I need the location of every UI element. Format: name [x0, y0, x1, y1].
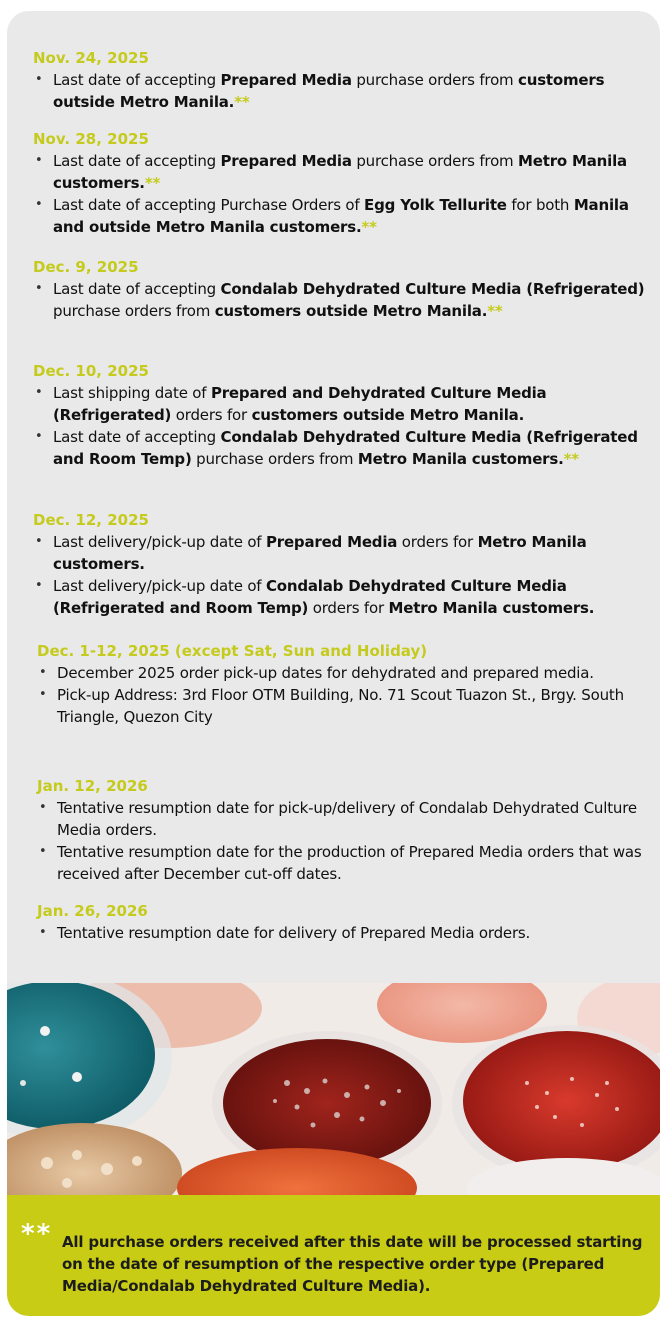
item-text: Last date of accepting Purchase Orders of: [53, 196, 365, 214]
item-emphasis: Condalab Dehydrated Culture Media (Refrigerated and Room Temp): [53, 577, 567, 617]
footer-note-box: [7, 1195, 660, 1316]
item-text: purchase orders from: [53, 302, 215, 320]
item-text: Last delivery/pick-up date of: [53, 533, 266, 551]
bullet-icon: •: [35, 578, 43, 593]
item-emphasis: Metro Manila customers.: [357, 450, 564, 468]
bullet-icon: •: [35, 385, 43, 400]
asterisk-marker: **: [361, 218, 377, 236]
section-date: Jan. 12, 2026: [37, 777, 148, 795]
schedule-item: [37, 922, 657, 944]
schedule-item: [33, 382, 653, 426]
schedule-item: [37, 841, 657, 885]
item-text: purchase orders from: [351, 71, 519, 89]
item-text: December 2025 order pick-up dates for dehydrated and prepared media.: [57, 664, 594, 682]
section-date: Dec. 1-12, 2025 (except Sat, Sun and Holiday): [37, 642, 428, 660]
item-text: Last shipping date of: [53, 384, 211, 402]
schedule-item: [37, 662, 657, 684]
schedule-section: [33, 257, 653, 322]
schedule-section: [37, 776, 657, 885]
petri-dishes-photo: [7, 983, 660, 1195]
bullet-icon: •: [35, 429, 43, 444]
section-date: Dec. 10, 2025: [33, 362, 149, 380]
item-text: Tentative resumption date for pick-up/delivery of Condalab Dehydrated Culture Media orders.: [57, 799, 637, 839]
schedule-item: [37, 684, 657, 728]
item-text: purchase orders from: [191, 450, 358, 468]
item-emphasis: Metro Manila customers.: [388, 599, 595, 617]
footer-note: All purchase orders received after this date will be processed starting on the date of resumption of the respective order type (Prepared Media/Condalab Dehydrated Culture Media).: [62, 1233, 643, 1295]
item-text: Last date of accepting: [53, 71, 221, 89]
schedule-list: [7, 11, 660, 983]
section-items: [33, 382, 653, 470]
asterisk-icon: **: [21, 1219, 53, 1249]
item-text: orders for: [397, 533, 478, 551]
schedule-section: [33, 129, 653, 238]
item-emphasis: Prepared Media: [220, 152, 352, 170]
bullet-icon: •: [35, 197, 43, 212]
schedule-item: [33, 278, 653, 322]
section-items: [33, 531, 653, 619]
schedule-item: [33, 150, 653, 194]
item-emphasis: Prepared Media: [220, 71, 352, 89]
asterisk-marker: **: [234, 93, 250, 111]
item-emphasis: customers outside Metro Manila.: [251, 406, 525, 424]
item-text: Last date of accepting: [53, 280, 221, 298]
item-text: orders for: [308, 599, 389, 617]
asterisk-marker: **: [563, 450, 579, 468]
section-date: Nov. 24, 2025: [33, 49, 149, 67]
item-text: Last delivery/pick-up date of: [53, 577, 266, 595]
bullet-icon: •: [39, 687, 47, 702]
petri-dishes-illustration: [7, 983, 660, 1195]
item-text: Last date of accepting: [53, 152, 221, 170]
asterisk-marker: **: [487, 302, 503, 320]
schedule-section: [37, 901, 657, 944]
item-text: purchase orders from: [351, 152, 519, 170]
item-emphasis: Metro Manila customers.: [53, 152, 627, 192]
section-items: [33, 150, 653, 238]
item-text: for both: [506, 196, 574, 214]
bullet-icon: •: [39, 844, 47, 859]
bullet-icon: •: [39, 925, 47, 940]
item-emphasis: Metro Manila customers.: [53, 533, 587, 573]
item-emphasis: Condalab Dehydrated Culture Media (Refrigerated): [220, 280, 645, 298]
item-text: orders for: [171, 406, 252, 424]
item-emphasis: Prepared and Dehydrated Culture Media (Refrigerated): [53, 384, 547, 424]
schedule-item: [33, 426, 653, 470]
bullet-icon: •: [39, 800, 47, 815]
section-items: [33, 278, 653, 322]
section-date: Dec. 9, 2025: [33, 258, 139, 276]
item-emphasis: customers outside Metro Manila.: [53, 71, 605, 111]
item-text: Pick-up Address: 3rd Floor OTM Building, No. 71 Scout Tuazon St., Brgy. South Triangle, Quezon City: [57, 686, 624, 726]
item-emphasis: Manila and outside Metro Manila customers.: [53, 196, 629, 236]
item-emphasis: Condalab Dehydrated Culture Media (Refrigerated and Room Temp): [53, 428, 638, 468]
item-emphasis: Egg Yolk Tellurite: [364, 196, 507, 214]
section-date: Nov. 28, 2025: [33, 130, 149, 148]
item-text: Tentative resumption date for delivery of Prepared Media orders.: [57, 924, 531, 942]
schedule-section: [33, 361, 653, 470]
announcement-card: [7, 11, 660, 1316]
section-date: Jan. 26, 2026: [37, 902, 148, 920]
bullet-icon: •: [35, 281, 43, 296]
schedule-item: [33, 531, 653, 575]
section-items: [33, 69, 653, 113]
item-text: Last date of accepting: [53, 428, 221, 446]
section-items: [37, 922, 657, 944]
bullet-icon: •: [35, 72, 43, 87]
asterisk-marker: **: [144, 174, 161, 192]
schedule-section: [33, 48, 653, 113]
item-emphasis: customers outside Metro Manila.: [214, 302, 488, 320]
schedule-item: [33, 194, 653, 238]
schedule-section: [37, 641, 657, 728]
item-emphasis: Prepared Media: [265, 533, 398, 551]
section-items: [37, 797, 657, 885]
schedule-item: [33, 575, 653, 619]
bullet-icon: •: [35, 153, 43, 168]
bullet-icon: •: [35, 534, 43, 549]
schedule-item: [33, 69, 653, 113]
section-items: [37, 662, 657, 728]
schedule-section: [33, 510, 653, 619]
bullet-icon: •: [39, 665, 47, 680]
item-text: Tentative resumption date for the production of Prepared Media orders that was received after December cut-off dates.: [57, 843, 642, 883]
section-date: Dec. 12, 2025: [33, 511, 149, 529]
schedule-item: [37, 797, 657, 841]
